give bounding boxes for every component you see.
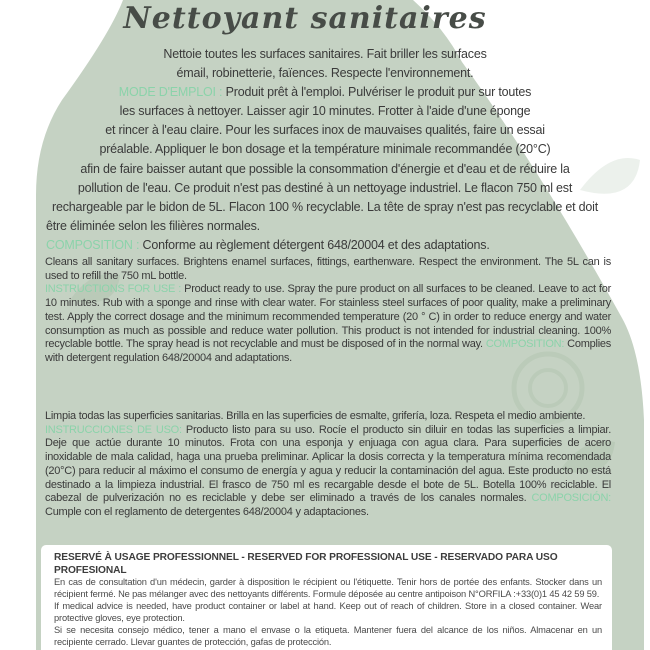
instructions-for-use-label: INSTRUCTIONS FOR USE : [45,283,185,296]
french-usage-line: rechargeable par le bidon de 5L. Flacon 100 % recyclable. La tête de spray n'est pas recyclable et doit [51,199,599,214]
composition-fr-text: Conforme au règlement détergent 648/20004 et des adaptations. [142,237,490,252]
french-usage-line: afin de faire baisser autant que possible la consommation d'énergie et d'eau et de réduire la [80,161,570,176]
safety-text-en: If medical advice is needed, have product container or label at hand. Keep out of reach of children. Store in a closed container. Wear protective gloves, eye protection. [54,600,602,623]
spanish-intro: Limpia todas las superficies sanitarias. Brilla en las superficies de esmalte, grifería, loza. Respeta el medio ambiente. [45,410,586,422]
french-intro-line: émail, robinetterie, faïences. Respecte l'environnement. [176,66,474,81]
spanish-instructions [45,424,611,520]
english-section [45,256,611,366]
french-usage-line: les surfaces à nettoyer. Laisser agir 10 minutes. Frotter à l'aide d'une éponge [119,104,531,119]
professional-use-box [41,545,612,650]
spanish-instructions-text: Producto listo para su uso. Rocíe el producto sin diluir en todas las superficies a limpiar. Deje que actúe durante 10 minutos. Frota con una esponja y enjuaga con agua clara. Para superficies de acero inoxidable de mala calidad, haga una prueba preliminar. Aplicar la dosis correcta y la temperatura mínima recomendada (20°C) para reducir al máximo el consumo de energía y agua y reducir la contaminación del agua. Este producto no está destinado a la limpieza industrial. El frasco de 750 ml es recargable desde el bote de 5L. Botella 100% reciclable. El cabezal de pulverización no es reciclable y debe ser eliminado a través de los canales normales. [45,423,611,505]
english-intro: Cleans all sanitary surfaces. Brightens enamel surfaces, fittings, earthenware. Respect the environment. The 5L can is used to refill the 750 mL bottle. [45,256,611,282]
composition-es-label: COMPOSICIÓN: [531,492,611,505]
french-usage-line: préalable. Appliquer le bon dosage et la température minimale recommandée (20°C) [99,142,551,157]
french-usage-line: et rincer à l'eau claire. Pour les surfaces inox de mauvaises qualités, faire un essai [105,123,545,138]
product-title: Nettoyant sanitaires [123,1,487,36]
english-instructions [45,283,611,365]
english-instructions-text: Product ready to use. Spray the pure product on all surfaces to be cleaned. Leave to act for 10 minutes. Rub with a sponge and rinse with clear water. For stainless steel surfaces of poor quality, make a preliminary test. Apply the correct dosage and the minimum recommended temperature (20 ° C) in order to reduce energy and water consumption as much as possible and reduce water pollution. This product is not intended for industrial cleaning. 100% recyclable bottle. The spray head is not recyclable and must be disposed of in the normal way. [45,283,611,351]
french-usage-line [29,83,621,102]
instrucciones-de-uso-label: INSTRUCCIONES DE USO: [45,423,186,436]
professional-use-header: RESERVÉ À USAGE PROFESSIONNEL - RESERVED FOR PROFESSIONAL USE - RESERVADO PARA USO PROFESIONAL [54,552,558,576]
french-section [29,45,621,255]
french-usage-line: pollution de l'eau. Ce produit n'est pas destiné à un nettoyage industriel. Le flacon 750 ml est [77,180,573,195]
composition-en-text: Complies with detergent regulation 648/20004 and adaptations. [45,338,612,364]
french-usage-text: Produit prêt à l'emploi. Pulvériser le produit pur sur toutes [225,85,532,100]
composition-es-text: Cumple con el reglamento de detergentes 648/20004 y adaptaciones. [45,505,369,518]
safety-text-fr: En cas de consultation d'un médecin, garder à disposition le récipient ou l'étiquette. Tenir hors de portée des enfants. Stocker dans un récipient fermé. Ne pas mélanger avec des nettoyants différents. Formule déposée au centre antipoison N°ORFILA :+33(0)1 45 42 59 59. [54,577,602,599]
french-intro-line: Nettoie toutes les surfaces sanitaires. Fait briller les surfaces [163,47,487,61]
composition-fr-label: COMPOSITION : [46,237,143,252]
french-composition-line [29,236,621,255]
french-usage-line: être éliminée selon les filières normales. [46,218,260,233]
mode-demploi-label: MODE D'EMPLOI : [118,85,226,100]
composition-en-label: COMPOSITION: [485,338,568,351]
safety-text-es: Si se necesita consejo médico, tener a mano el envase o la etiqueta. Mantener fuera del alcance de los niños. Almacenar en un recipiente cerrado. Llevar guantes de protección, gafas de protección. [54,624,602,647]
spanish-section [45,410,611,520]
